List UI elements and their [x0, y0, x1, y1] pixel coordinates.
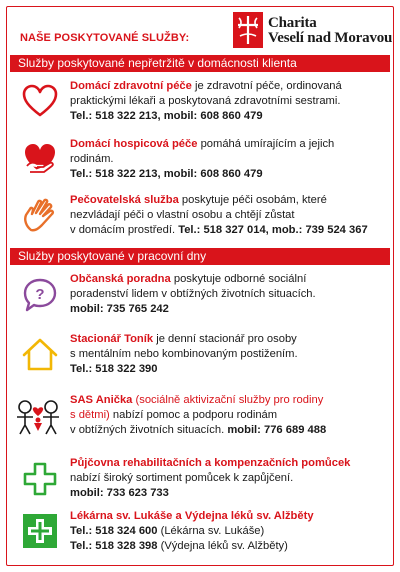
heart-hand-icon [20, 140, 60, 180]
pharmacy-cross-icon [20, 511, 60, 551]
logo-line-1: Charita [268, 15, 317, 31]
service-name: Lékárna sv. Lukáše a Výdejna léků sv. Alžběty [70, 510, 314, 522]
cross-outline-icon [20, 459, 60, 499]
service-text [70, 79, 388, 124]
people-drawing-icon [14, 397, 62, 437]
question-bubble-icon [20, 275, 60, 315]
service-desc: pomáhá umírajícím a jejich [197, 138, 335, 150]
service-desc: s mentálním nebo kombinovaným postižením. [70, 348, 298, 360]
service-desc: rodinám. [70, 153, 114, 165]
service-name: Domácí hospicová péče [70, 138, 198, 150]
service-desc: v obtížných životních situacích. [70, 424, 228, 436]
service-desc: poradenství lidem v obtížných životních situacích. [70, 288, 316, 300]
section-heading-home-care: Služby poskytované nepřetržitě v domácnosti klienta [10, 55, 390, 72]
service-text [70, 456, 388, 501]
service-contact-note: (Výdejna léků sv. Alžběty) [157, 540, 288, 552]
service-desc: je zdravotní péče, ordinovaná [191, 80, 342, 92]
service-desc: (sociálně aktivizační služby pro rodiny [132, 394, 324, 406]
logo-line-2: Veselí nad Moravou [268, 30, 393, 46]
service-desc: praktickými lékaři a poskytovaná zdravotními sestrami. [70, 95, 341, 107]
service-contact: Tel.: 518 327 014, mob.: 739 524 367 [178, 224, 368, 236]
service-contact: Tel.: 518 328 398 [70, 540, 158, 552]
service-desc: s dětmi) [70, 409, 110, 421]
service-contact: Tel.: 518 322 390 [70, 363, 158, 375]
service-text [70, 193, 388, 238]
service-name: Půjčovna rehabilitačních a kompenzačních pomůcek [70, 457, 351, 469]
service-name: Pečovatelská služba [70, 194, 179, 206]
page-title: NAŠE POSKYTOVANÉ SLUŽBY: [20, 32, 190, 44]
section-heading-workdays: Služby poskytované v pracovní dny [10, 248, 390, 265]
service-contact: mobil: 776 689 488 [227, 424, 327, 436]
service-desc: nabízí pomoc a podporu rodinám [109, 409, 278, 421]
service-text [70, 272, 388, 317]
service-contact: mobil: 733 623 733 [70, 487, 169, 499]
service-text [70, 509, 388, 554]
service-name: Stacionář Toník [70, 333, 154, 345]
header [6, 10, 394, 52]
service-contact: Tel.: 518 322 213, mobil: 608 860 479 [70, 168, 263, 180]
service-desc: nezvládají péči o vlastní osobu a chtějí zůstat [70, 209, 295, 221]
service-text [70, 137, 388, 182]
service-name: Občanská poradna [70, 273, 171, 285]
service-contact: Tel.: 518 324 600 [70, 525, 158, 537]
svg-text:?: ? [35, 286, 45, 303]
service-text [70, 393, 388, 438]
house-icon [20, 335, 60, 375]
service-name: Domácí zdravotní péče [70, 80, 192, 92]
service-desc: v domácím prostředí. [70, 224, 179, 236]
heart-outline-icon [20, 81, 60, 121]
service-desc: nabízí široký sortiment pomůcek k zapůjčení. [70, 472, 294, 484]
service-name: SAS Anička [70, 394, 133, 406]
service-text [70, 332, 388, 377]
service-contact: mobil: 735 765 242 [70, 303, 169, 315]
hand-icon [20, 196, 60, 236]
service-desc: je denní stacionář pro osoby [153, 333, 297, 345]
service-desc: poskytuje péči osobám, které [178, 194, 327, 206]
logo-text [268, 16, 392, 46]
service-desc: poskytuje odborné sociální [170, 273, 307, 285]
service-contact: Tel.: 518 322 213, mobil: 608 860 479 [70, 110, 263, 122]
service-contact-note: (Lékárna sv. Lukáše) [157, 525, 265, 537]
charita-logo-icon [233, 12, 263, 48]
